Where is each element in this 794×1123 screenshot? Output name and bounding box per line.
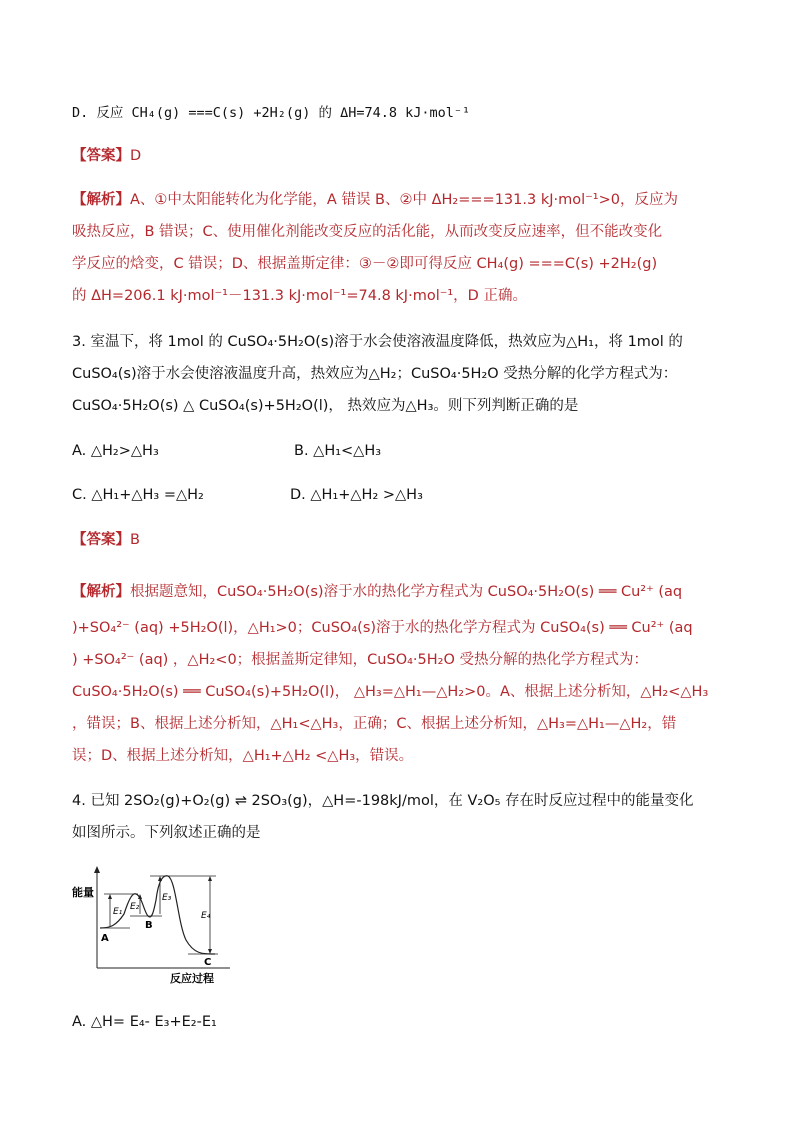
- label-e1: E₁: [113, 907, 123, 917]
- q3-stem-line-2: CuSO₄(s)溶于水会使溶液温度升高，热效应为△H₂；CuSO₄·5H₂O 受热分解的化学方程式为：: [72, 366, 678, 382]
- answer-value: D: [130, 148, 142, 164]
- q3-stem-line-1: 3. 室温下，将 1mol 的 CuSO₄·5H₂O(s)溶于水会使溶液温度降低，热效应为△H₁，将 1mol 的: [72, 334, 683, 350]
- label-e3: E₃: [162, 893, 172, 903]
- q3-option-b: B. △H₁<△H₃: [294, 443, 382, 459]
- label-point-c: C: [204, 957, 212, 968]
- q2-analysis-line-4: 的 ΔH=206.1 kJ·mol⁻¹－131.3 kJ·mol⁻¹=74.8 kJ·mol⁻¹，D 正确。: [72, 288, 527, 304]
- q3-option-c: C. △H₁+△H₃ =△H₂: [72, 487, 204, 503]
- x-axis-label: 反应过程: [170, 972, 214, 984]
- q2-option-d: D. 反应 CH₄(g) ===C(s) +2H₂(g) 的 ΔH=74.8 kJ·mol⁻¹: [72, 105, 471, 121]
- q3-analysis-line-4: CuSO₄·5H₂O(s) ══ CuSO₄(s)+5H₂O(l)， △H₃=△H₁—△H₂>0。A、根据上述分析知，△H₂<△H₃: [72, 684, 709, 700]
- q2-analysis-line-2: 吸热反应，B 错误；C、使用催化剂能改变反应的活化能，从而改变反应速率，但不能改变化: [72, 224, 663, 240]
- y-axis-label: 能量: [72, 886, 94, 899]
- label-e2: E₂: [130, 902, 140, 912]
- label-point-b: B: [145, 920, 153, 931]
- answer-label: 【答案】: [72, 532, 130, 548]
- analysis-text: A、①中太阳能转化为化学能，A 错误 B、②中 ΔH₂===131.3 kJ·mol⁻¹>0，反应为: [130, 192, 678, 208]
- q4-stem-line-1: 4. 已知 2SO₂(g)+O₂(g) ⇌ 2SO₃(g)，△H=-198kJ/mol，在 V₂O₅ 存在时反应过程中的能量变化: [72, 793, 694, 809]
- y-axis-arrow: [94, 866, 100, 873]
- answer-label: 【答案】: [72, 148, 130, 164]
- label-e4: E₄: [201, 911, 211, 921]
- label-point-a: A: [101, 933, 109, 944]
- q2-analysis-line-1: [72, 190, 678, 210]
- q3-option-a: A. △H₂>△H₃: [72, 443, 159, 459]
- q3-analysis-line-3: ) +SO₄²⁻ (aq) ，△H₂<0；根据盖斯定律知，CuSO₄·5H₂O 受热分解的热化学方程式为：: [72, 652, 648, 668]
- q3-stem-line-3: CuSO₄·5H₂O(s) △ CuSO₄(s)+5H₂O(l)， 热效应为△H₃。则下列判断正确的是: [72, 398, 579, 414]
- q4-option-a: A. △H= E₄- E₃+E₂-E₁: [72, 1014, 217, 1030]
- analysis-label: 【解析】: [72, 584, 130, 600]
- energy-diagram: [70, 864, 250, 984]
- q2-answer: [72, 146, 141, 166]
- q2-analysis-line-3: 学反应的焓变，C 错误；D、根据盖斯定律：③－②即可得反应 CH₄(g) ===C(s) +2H₂(g): [72, 256, 658, 272]
- answer-value: B: [130, 532, 140, 548]
- arrow-e1-head: [108, 894, 112, 899]
- q3-answer: [72, 530, 140, 550]
- arrow-e4-head-top: [208, 876, 212, 881]
- q3-analysis-line-2: )+SO₄²⁻ (aq) +5H₂O(l)，△H₁>0；CuSO₄(s)溶于水的热化学方程式为 CuSO₄(s) ══ Cu²⁺ (aq: [72, 620, 693, 636]
- analysis-label: 【解析】: [72, 192, 130, 208]
- q4-stem-line-2: 如图所示。下列叙述正确的是: [72, 825, 261, 841]
- q3-option-d: D. △H₁+△H₂ >△H₃: [290, 487, 423, 503]
- analysis-text: 根据题意知，CuSO₄·5H₂O(s)溶于水的热化学方程式为 CuSO₄·5H₂O(s) ══ Cu²⁺ (aq: [130, 584, 683, 600]
- q3-analysis-line-5: ，错误；B、根据上述分析知，△H₁<△H₃，正确；C、根据上述分析知，△H₃=△H₁—△H₂，错: [72, 716, 677, 732]
- q3-analysis-line-6: 误；D、根据上述分析知，△H₁+△H₂ <△H₃，错误。: [72, 748, 414, 764]
- q3-analysis-line-1: [72, 582, 682, 602]
